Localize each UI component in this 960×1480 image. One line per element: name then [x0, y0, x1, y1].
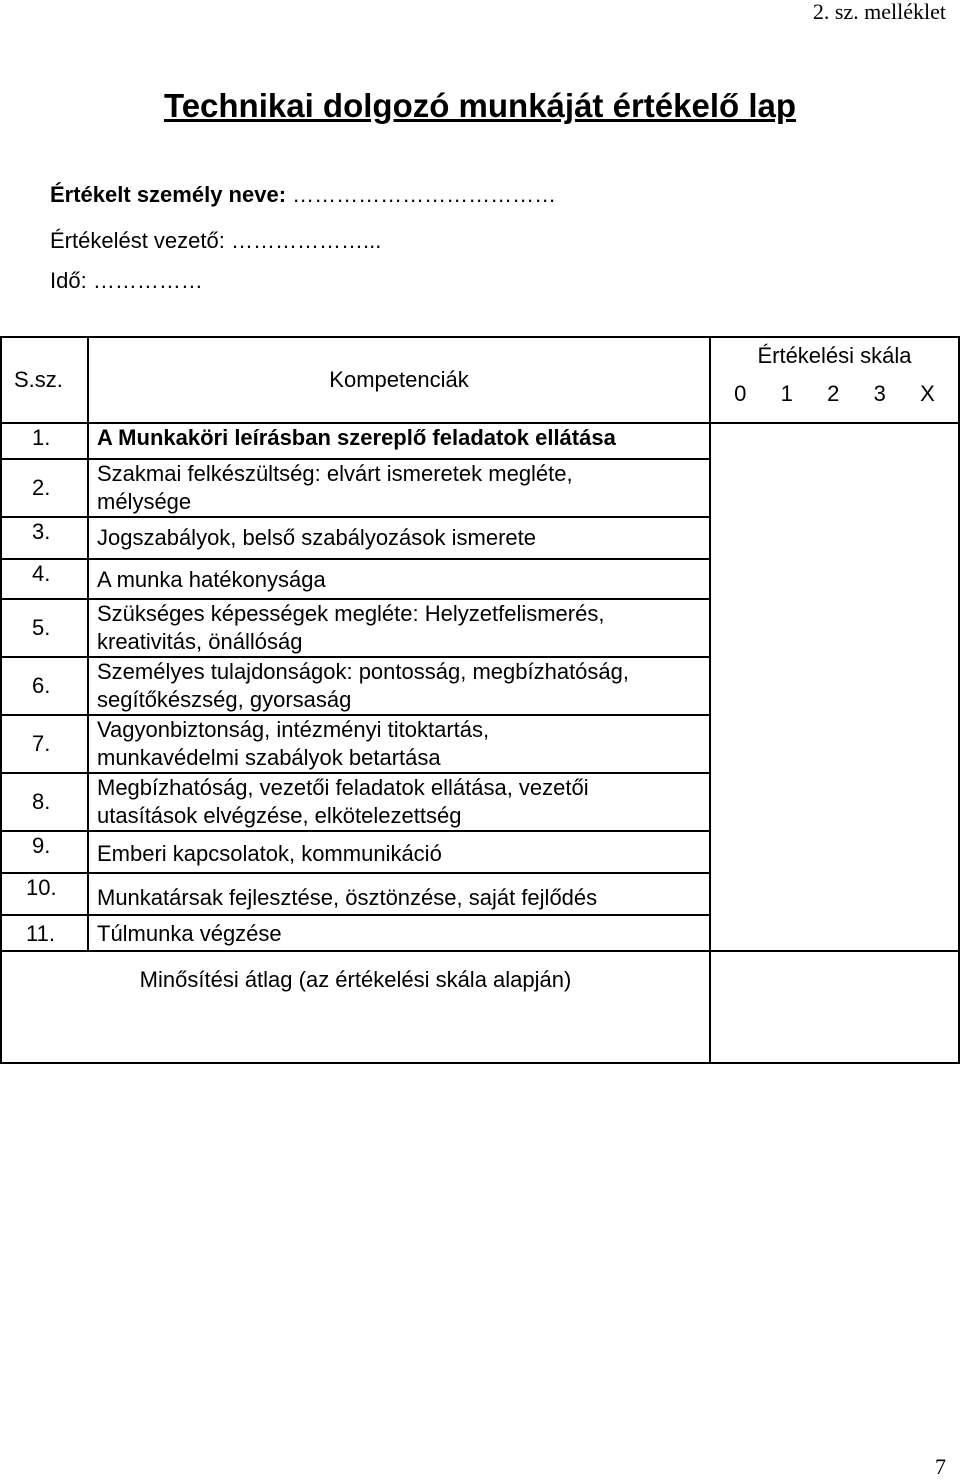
summary-value-cell[interactable] — [710, 951, 959, 1063]
row-number: 9. — [1, 831, 88, 873]
evaluated-person-label: Értékelt személy neve: — [50, 182, 287, 207]
evaluator-dots: ………………... — [231, 228, 382, 253]
row-number: 2. — [1, 459, 88, 517]
evaluated-person-dots: ……………………………… — [292, 182, 557, 207]
evaluator-field — [50, 228, 381, 254]
row-number: 3. — [1, 517, 88, 559]
row-number: 4. — [1, 559, 88, 599]
header-serial-number: S.sz. — [1, 337, 88, 423]
summary-row — [1, 951, 959, 1063]
row-competency: Megbízhatóság, vezetői feladatok ellátása, vezetői utasítások elvégzése, elkötelezettség — [88, 773, 710, 831]
rating-scale-title: Értékelési skála — [757, 343, 912, 368]
rating-cells[interactable] — [710, 423, 959, 951]
row-number: 8. — [1, 773, 88, 831]
header-rating-scale — [710, 337, 959, 423]
time-label: Idő: — [50, 268, 87, 293]
scale-value: 3 — [873, 381, 886, 406]
scale-value: X — [920, 381, 935, 406]
row-competency: Jogszabályok, belső szabályozások ismerete — [88, 517, 710, 559]
row-competency: Vagyonbiztonság, intézményi titoktartás, munkavédelmi szabályok betartása — [88, 715, 710, 773]
time-field — [50, 268, 203, 294]
table-header-row — [1, 337, 959, 423]
scale-value: 0 — [734, 381, 747, 406]
annex-label: 2. sz. melléklet — [812, 0, 946, 24]
row-number: 5. — [1, 599, 88, 657]
row-competency: Munkatársak fejlesztése, ösztönzése, saját fejlődés — [88, 873, 710, 915]
row-number: 7. — [1, 715, 88, 773]
row-number: 10. — [1, 873, 88, 915]
summary-label: Minősítési átlag (az értékelési skála alapján) — [1, 951, 710, 1063]
row-competency: A munka hatékonysága — [88, 559, 710, 599]
scale-value: 1 — [780, 381, 793, 406]
row-competency: Szakmai felkészültség: elvárt ismeretek megléte, mélysége — [88, 459, 710, 517]
row-competency: Túlmunka végzése — [88, 915, 710, 951]
page-number: 7 — [935, 1454, 946, 1479]
row-competency: Szükséges képességek megléte: Helyzetfelismerés, kreativitás, önállóság — [88, 599, 710, 657]
time-dots: …………… — [92, 268, 203, 293]
competency-table — [0, 336, 960, 1064]
rating-scale-values — [711, 372, 958, 408]
evaluator-label: Értékelést vezető: — [50, 228, 225, 253]
row-number: 1. — [1, 423, 88, 459]
evaluated-person-field — [50, 182, 556, 208]
row-competency: Emberi kapcsolatok, kommunikáció — [88, 831, 710, 873]
row-competency: A Munkaköri leírásban szereplő feladatok ellátása — [88, 423, 710, 459]
row-number: 11. — [1, 915, 88, 951]
page-title: Technikai dolgozó munkáját értékelő lap — [163, 87, 797, 124]
row-number: 6. — [1, 657, 88, 715]
header-competencies: Kompetenciák — [88, 337, 710, 423]
row-competency: Személyes tulajdonságok: pontosság, megbízhatóság, segítőkészség, gyorsaság — [88, 657, 710, 715]
table-row — [1, 423, 959, 459]
scale-value: 2 — [827, 381, 840, 406]
